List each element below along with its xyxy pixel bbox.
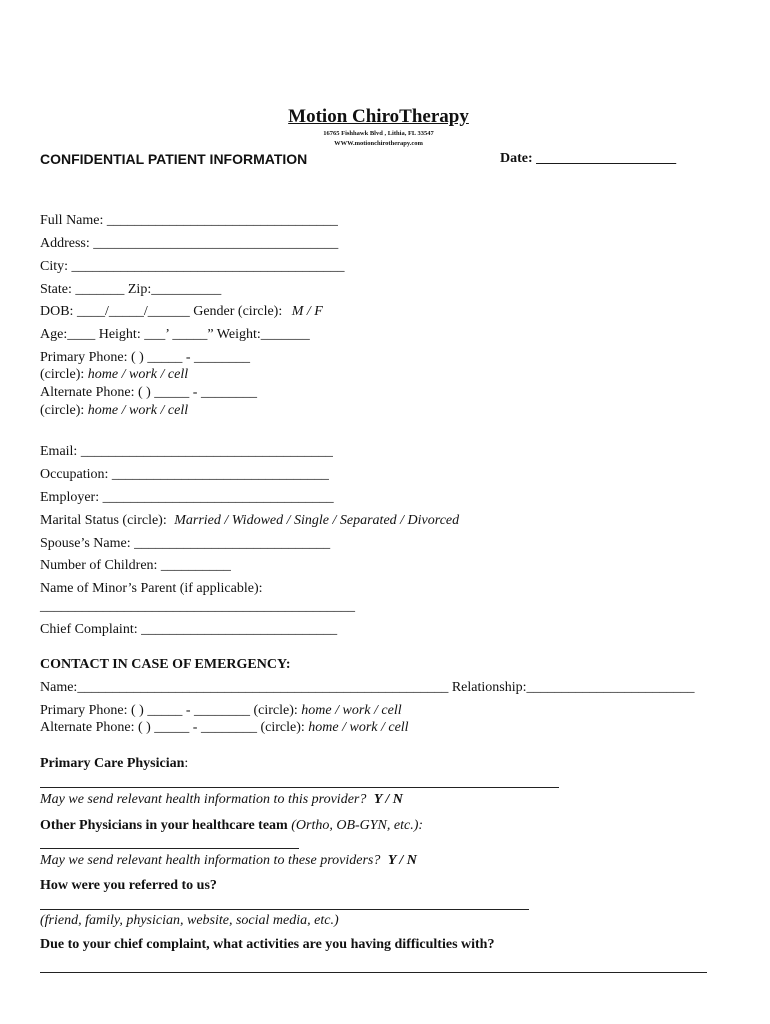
pcp-consent-row <box>40 792 403 808</box>
emergency-heading: CONTACT IN CASE OF EMERGENCY: <box>40 657 291 672</box>
activities-answer-line[interactable] <box>40 972 707 973</box>
others-consent-question: May we send relevant health information to these providers? <box>40 853 381 868</box>
other-physicians-answer-line[interactable] <box>40 848 299 849</box>
emergency-alternate-phone-field[interactable]: Alternate Phone: ( ) _____ - ________ (circle): <box>40 720 305 735</box>
pcp-consent-yn[interactable]: Y / N <box>373 792 403 807</box>
other-physicians-label: Other Physicians in your healthcare team <box>40 818 288 833</box>
emergency-alternate-phone-row <box>40 720 409 736</box>
emergency-primary-phone-field[interactable]: Primary Phone: ( ) _____ - ________ (circle): <box>40 703 298 718</box>
dob-gender-row <box>40 304 323 320</box>
form-title: CONFIDENTIAL PATIENT INFORMATION <box>40 151 308 167</box>
minor-parent-label: Name of Minor’s Parent (if applicable): <box>40 581 263 596</box>
emergency-name-relationship-field[interactable]: Name:_____________________________________________________ Relationship:________________________ <box>40 680 695 695</box>
children-count-field[interactable]: Number of Children: __________ <box>40 558 231 573</box>
other-physicians-hint: (Ortho, OB-GYN, etc.): <box>291 818 424 833</box>
email-field[interactable]: Email: ____________________________________ <box>40 444 333 459</box>
emergency-primary-phone-type[interactable]: home / work / cell <box>301 703 402 718</box>
chief-complaint-field[interactable]: Chief Complaint: ____________________________ <box>40 622 338 637</box>
marital-status-row <box>40 513 459 529</box>
full-name-field[interactable]: Full Name: _________________________________ <box>40 213 338 228</box>
referral-hint: (friend, family, physician, website, social media, etc.) <box>40 913 339 928</box>
marital-status-options[interactable]: Married / Widowed / Single / Separated / Divorced <box>174 513 460 528</box>
pcp-consent-question: May we send relevant health information to this provider? <box>40 792 367 807</box>
circle-label: (circle): <box>40 367 85 382</box>
address-field[interactable]: Address: ___________________________________ <box>40 236 339 251</box>
occupation-field[interactable]: Occupation: _______________________________ <box>40 467 329 482</box>
primary-phone-type-options[interactable]: home / work / cell <box>87 367 189 382</box>
pcp-answer-line[interactable] <box>40 787 559 788</box>
primary-phone-field[interactable]: Primary Phone: ( ) _____ - ________ <box>40 350 250 365</box>
alternate-phone-type <box>40 403 188 419</box>
others-consent-row <box>40 853 417 869</box>
referral-answer-line[interactable] <box>40 909 529 910</box>
other-physicians-row <box>40 818 423 834</box>
employer-field[interactable]: Employer: _________________________________ <box>40 490 334 505</box>
marital-status-label: Marital Status (circle): <box>40 513 167 528</box>
company-website: WWW.motionchirotherapy.com <box>334 140 423 147</box>
gender-options[interactable]: M / F <box>291 304 323 319</box>
pcp-colon: : <box>184 756 189 771</box>
others-consent-yn[interactable]: Y / N <box>387 853 417 868</box>
circle-label: (circle): <box>40 403 85 418</box>
activities-label: Due to your chief complaint, what activities are you having difficulties with? <box>40 937 495 952</box>
emergency-alternate-phone-type[interactable]: home / work / cell <box>308 720 409 735</box>
primary-phone-type <box>40 367 188 383</box>
date-field[interactable]: Date: ____________________ <box>500 151 677 166</box>
spouse-name-field[interactable]: Spouse’s Name: ____________________________ <box>40 536 331 551</box>
company-name: Motion ChiroTherapy <box>288 106 469 127</box>
emergency-primary-phone-row <box>40 703 402 719</box>
minor-parent-field[interactable]: _____________________________________________ <box>40 599 355 614</box>
alternate-phone-type-options[interactable]: home / work / cell <box>87 403 189 418</box>
pcp-label <box>40 756 188 772</box>
company-address: 16765 Fishhawk Blvd , Lithia, FL 33547 <box>323 130 434 137</box>
alternate-phone-field[interactable]: Alternate Phone: ( ) _____ - ________ <box>40 385 257 400</box>
state-zip-field[interactable]: State: _______ Zip:__________ <box>40 282 222 297</box>
age-height-weight-field[interactable]: Age:____ Height: ___’ _____” Weight:_______ <box>40 327 310 342</box>
pcp-label-text: Primary Care Physician <box>40 756 185 771</box>
city-field[interactable]: City: _______________________________________ <box>40 259 345 274</box>
dob-field[interactable]: DOB: ____/_____/______ Gender (circle): <box>40 304 283 319</box>
referral-label: How were you referred to us? <box>40 878 217 893</box>
